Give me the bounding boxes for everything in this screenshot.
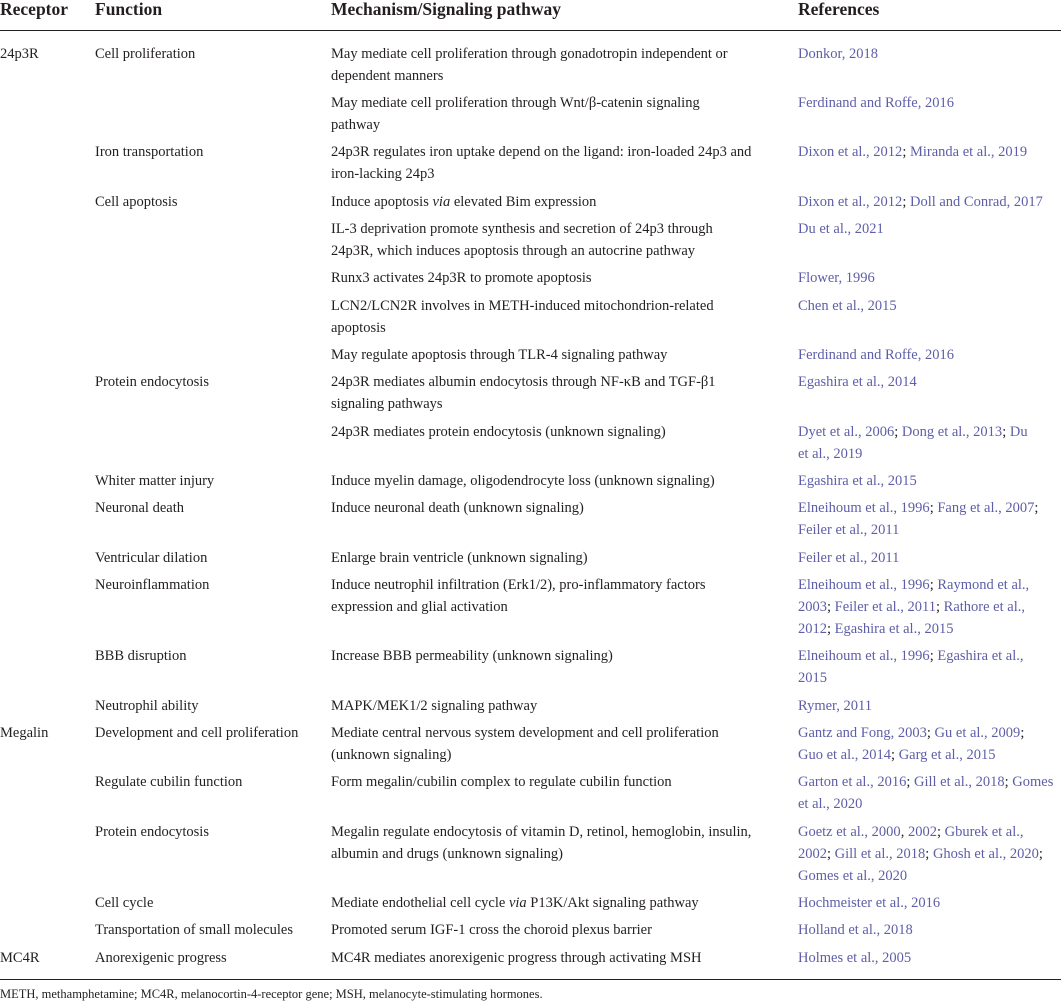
reference-link[interactable]: Chen et al., 2015 [798, 298, 897, 314]
header-function: Function [95, 0, 163, 19]
mechanism-cell: expression and glial activation [331, 599, 508, 615]
reference-link[interactable]: 2002 [798, 846, 827, 862]
reference-separator: ; [926, 725, 935, 741]
table-footnote: METH, methamphetamine; MC4R, melanocortin-4-receptor gene; MSH, melanocyte-stimulating hormones. [0, 987, 543, 1001]
reference-link[interactable]: Gu et al., 2009 [934, 725, 1021, 741]
reference-link[interactable]: Feiler et al., 2011 [834, 599, 936, 615]
reference-link[interactable]: Feiler et al., 2011 [798, 550, 900, 566]
function-cell: Protein endocytosis [95, 374, 209, 390]
reference-link[interactable]: Miranda et al., 2019 [909, 144, 1028, 160]
reference-link[interactable]: Ferdinand and Roffe [798, 95, 918, 111]
mechanism-cell: May regulate apoptosis through TLR-4 signaling pathway [331, 347, 668, 363]
mechanism-cell: pathway [331, 117, 381, 133]
reference-link[interactable]: Elneihoum et al., 1996 [798, 577, 930, 593]
mechanism-cell: (unknown signaling) [331, 747, 452, 763]
reference-separator: ; [906, 774, 914, 790]
reference-link[interactable]: Goetz et al., 2000 [798, 824, 901, 840]
header-references: References [798, 0, 880, 19]
mechanism-cell: 24p3R mediates albumin endocytosis through NF-κB and TGF-β1 [331, 374, 716, 390]
reference-separator: , [900, 824, 908, 840]
header-rule [0, 30, 1061, 31]
reference-link[interactable]: Holmes et al., 2005 [798, 950, 912, 966]
reference-link[interactable]: 2012 [798, 621, 827, 637]
function-cell: Neuronal death [95, 500, 184, 516]
reference-line [798, 695, 872, 717]
function-cell: Development and cell proliferation [95, 725, 299, 741]
mechanism-cell: Induce neuronal death (unknown signaling) [331, 500, 584, 516]
reference-link[interactable]: Gburek et al., [944, 824, 1024, 840]
reference-separator: ; [936, 599, 944, 615]
mechanism-cell: Form megalin/cubilin complex to regulate cubilin function [331, 774, 672, 790]
reference-separator: ; [894, 424, 902, 440]
reference-link[interactable]: Dyet et al., 2006 [798, 424, 895, 440]
mechanism-cell: May mediate cell proliferation through Wnt/β-catenin signaling [331, 95, 700, 111]
function-cell: Protein endocytosis [95, 824, 209, 840]
reference-separator: ; [1002, 424, 1010, 440]
reference-line [798, 218, 884, 240]
mechanism-cell: Induce myelin damage, oligodendrocyte loss (unknown signaling) [331, 473, 715, 489]
function-cell: Neuroinflammation [95, 577, 210, 593]
reference-line [798, 596, 1025, 618]
reference-line [798, 519, 899, 541]
reference-link[interactable]: Donkor [798, 46, 842, 62]
reference-link[interactable]: , 2016 [917, 95, 954, 111]
function-cell: Ventricular dilation [95, 550, 208, 566]
function-cell: Neutrophil ability [95, 698, 199, 714]
reference-line [798, 267, 875, 289]
reference-link[interactable]: Raymond et al., [937, 577, 1030, 593]
reference-line [798, 645, 1024, 667]
function-cell: Cell apoptosis [95, 194, 178, 210]
function-cell: Anorexigenic progress [95, 950, 227, 966]
reference-line [798, 618, 953, 640]
reference-line [798, 821, 1024, 843]
reference-link[interactable]: Ferdinand and Roffe [798, 347, 918, 363]
reference-separator: ; [827, 621, 835, 637]
reference-link[interactable]: 2003 [798, 599, 827, 615]
mechanism-cell: IL-3 deprivation promote synthesis and secretion of 24p3 through [331, 221, 713, 237]
reference-separator: ; [925, 846, 933, 862]
mechanism-cell: Mediate central nervous system development and cell proliferation [331, 725, 719, 741]
reference-link[interactable]: Flower, 1996 [798, 270, 875, 286]
receptor-cell: 24p3R [0, 46, 39, 62]
reference-line [798, 865, 907, 887]
reference-line [798, 771, 1053, 793]
mechanism-cell: iron-lacking 24p3 [331, 166, 435, 182]
reference-separator: ; [1020, 725, 1025, 741]
reference-link[interactable]: Egashira et al., 2015 [798, 473, 917, 489]
reference-link[interactable]: Egashira et al., 2015 [834, 621, 954, 637]
reference-line [798, 843, 1043, 865]
reference-link[interactable]: Garg et al., 2015 [898, 747, 996, 763]
reference-separator: ; [902, 144, 910, 160]
reference-separator: ; [827, 846, 835, 862]
reference-link[interactable]: Gill et al., 2018 [834, 846, 926, 862]
mechanism-cell: 24p3R regulates iron uptake depend on the ligand: iron-loaded 24p3 and [331, 144, 752, 160]
reference-link[interactable]: Gomes et al., 2020 [798, 868, 908, 884]
mechanism-cell: Runx3 activates 24p3R to promote apoptosis [331, 270, 592, 286]
reference-line [798, 191, 1043, 213]
reference-line [798, 371, 917, 393]
reference-line [798, 92, 954, 114]
reference-link[interactable]: Gantz and Fong, 2003 [798, 725, 927, 741]
reference-link[interactable]: Egashira et al., 2014 [798, 374, 917, 390]
bottom-rule [0, 979, 1061, 980]
reference-separator: ; [929, 648, 938, 664]
reference-link[interactable]: Hochmeister et al., 2016 [798, 895, 941, 911]
reference-separator: ; [929, 577, 938, 593]
mechanism-cell: Enlarge brain ventricle (unknown signaling) [331, 550, 588, 566]
reference-link[interactable]: Dong et al., 2013 [901, 424, 1003, 440]
receptor-cell: Megalin [0, 725, 49, 741]
reference-link[interactable]: Du [1009, 424, 1028, 440]
reference-separator: ; [1038, 846, 1043, 862]
reference-line [798, 547, 899, 569]
reference-line [798, 470, 917, 492]
reference-link[interactable]: et al., 2020 [798, 796, 863, 812]
reference-link[interactable]: Holland et al., 2018 [798, 922, 913, 938]
reference-line [798, 919, 913, 941]
mechanism-cell: Promoted serum IGF-1 cross the choroid plexus barrier [331, 922, 652, 938]
reference-line [798, 344, 954, 366]
reference-line [798, 892, 940, 914]
reference-link[interactable]: , 2016 [917, 347, 954, 363]
reference-line [798, 667, 827, 689]
reference-link[interactable]: Du et al., 2021 [798, 221, 884, 237]
reference-link[interactable]: Fang et al., 2007 [937, 500, 1035, 516]
mechanism-cell: Increase BBB permeability (unknown signaling) [331, 648, 613, 664]
reference-link[interactable]: Garton et al., 2016 [798, 774, 907, 790]
reference-line [798, 443, 862, 465]
reference-separator: ; [891, 747, 899, 763]
reference-separator: ; [936, 824, 945, 840]
reference-line [798, 947, 911, 969]
function-cell: Iron transportation [95, 144, 204, 160]
mechanism-cell: MAPK/MEK1/2 signaling pathway [331, 698, 538, 714]
reference-link[interactable]: 2002 [907, 824, 937, 840]
reference-link[interactable]: Ghosh et al., 2020 [932, 846, 1039, 862]
reference-link[interactable]: Dixon et al., 2012 [798, 194, 903, 210]
reference-line [798, 793, 862, 815]
function-cell: Cell cycle [95, 895, 154, 911]
mechanism-cell: Induce neutrophil infiltration (Erk1/2), pro-inflammatory factors [331, 577, 706, 593]
mechanism-cell: signaling pathways [331, 396, 443, 412]
mechanism-cell: 24p3R mediates protein endocytosis (unknown signaling) [331, 424, 666, 440]
mechanism-cell: May mediate cell proliferation through gonadotropin independent or [331, 46, 728, 62]
mechanism-cell: dependent manners [331, 68, 444, 84]
reference-line [798, 722, 1024, 744]
mechanism-cell: LCN2/LCN2R involves in METH-induced mitochondrion-related [331, 298, 714, 314]
reference-link[interactable]: Egashira et al., [937, 648, 1024, 664]
reference-link[interactable]: et al., 2019 [798, 446, 863, 462]
mechanism-cell: 24p3R, which induces apoptosis through an autocrine pathway [331, 243, 696, 259]
header-mechanism: Mechanism/Signaling pathway [331, 0, 561, 19]
function-cell: Whiter matter injury [95, 473, 215, 489]
reference-link[interactable]: , 2018 [841, 46, 878, 62]
reference-line [798, 141, 1027, 163]
reference-link[interactable]: Doll and Conrad, 2017 [909, 194, 1043, 210]
reference-line [798, 497, 1038, 519]
reference-link[interactable]: Rymer, 2011 [798, 698, 873, 714]
reference-line [798, 421, 1028, 443]
reference-link[interactable]: Elneihoum et al., 1996 [798, 500, 930, 516]
mechanism-cell: Mediate endothelial cell cycle via P13K/Akt signaling pathway [331, 895, 699, 911]
reference-link[interactable]: Gomes [1012, 774, 1054, 790]
mechanism-cell: Megalin regulate endocytosis of vitamin D, retinol, hemoglobin, insulin, [331, 824, 752, 840]
reference-separator: ; [902, 194, 910, 210]
reference-link[interactable]: Elneihoum et al., 1996 [798, 648, 930, 664]
reference-separator: ; [1004, 774, 1013, 790]
function-cell: Regulate cubilin function [95, 774, 243, 790]
reference-link[interactable]: 2015 [798, 670, 827, 686]
reference-link[interactable]: Dixon et al., 2012 [798, 144, 903, 160]
function-cell: BBB disruption [95, 648, 187, 664]
reference-link[interactable]: Guo et al., 2014 [798, 747, 892, 763]
reference-separator: ; [929, 500, 938, 516]
receptor-cell: MC4R [0, 950, 40, 966]
reference-separator: ; [827, 599, 835, 615]
header-receptor: Receptor [0, 0, 69, 19]
function-cell: Cell proliferation [95, 46, 196, 62]
reference-line [798, 43, 878, 65]
function-cell: Transportation of small molecules [95, 922, 294, 938]
reference-link[interactable]: Gill et al., 2018 [913, 774, 1005, 790]
mechanism-cell: Induce apoptosis via elevated Bim expression [331, 194, 597, 210]
mechanism-cell: MC4R mediates anorexigenic progress through activating MSH [331, 950, 702, 966]
reference-line [798, 295, 897, 317]
reference-link[interactable]: Rathore et al., [943, 599, 1025, 615]
reference-line [798, 744, 995, 766]
reference-line [798, 574, 1029, 596]
mechanism-cell: albumin and drugs (unknown signaling) [331, 846, 563, 862]
reference-link[interactable]: Feiler et al., 2011 [798, 522, 900, 538]
reference-separator: ; [1034, 500, 1039, 516]
mechanism-cell: apoptosis [331, 320, 386, 336]
